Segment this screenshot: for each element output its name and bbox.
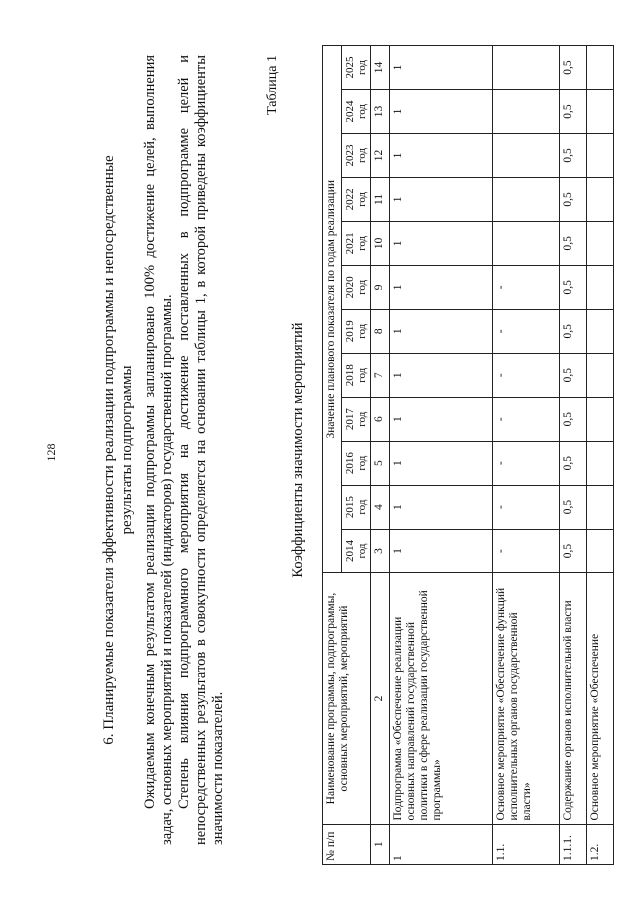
column-index: 9 xyxy=(371,265,390,309)
row-value xyxy=(587,177,614,221)
row-value xyxy=(493,90,560,134)
row-value: 1 xyxy=(390,397,493,441)
row-value: 0,5 xyxy=(560,177,587,221)
column-index: 10 xyxy=(371,221,390,265)
row-value xyxy=(587,265,614,309)
row-name: Содержание органов исполнительной власти xyxy=(560,573,587,824)
row-value xyxy=(493,46,560,90)
column-index: 5 xyxy=(371,441,390,485)
column-index: 12 xyxy=(371,133,390,177)
row-value xyxy=(493,177,560,221)
row-value xyxy=(587,485,614,529)
significance-coefficients-table xyxy=(322,45,614,865)
row-name: Подпрограмма «Обеспечение реализации основных направлений государственной политики в сфере реализации государственной программы» xyxy=(390,573,493,824)
row-value xyxy=(587,309,614,353)
table-caption: Коэффициенты значимости мероприятий xyxy=(290,322,306,578)
row-value: - xyxy=(493,265,560,309)
column-index: 14 xyxy=(371,46,390,90)
row-value: 0,5 xyxy=(560,265,587,309)
row-value xyxy=(587,46,614,90)
row-value: 1 xyxy=(390,309,493,353)
column-index: 11 xyxy=(371,177,390,221)
row-value xyxy=(587,133,614,177)
paragraph-1-text: Ожидаемым конечным результатом реализации подпрограммы запланировано 100% достижение целей, выполнения задач, основных мероприятий и показателей (индикаторов) государственной программы. xyxy=(142,55,175,845)
row-value: - xyxy=(493,441,560,485)
header-year: 2023 год xyxy=(342,133,371,177)
row-value: 1 xyxy=(390,90,493,134)
column-index: 3 xyxy=(371,529,390,573)
row-value: 1 xyxy=(390,353,493,397)
row-name: Основное мероприятие «Обеспечение функций исполнительных органов государственной власти» xyxy=(493,573,560,824)
header-year: 2017 год xyxy=(342,397,371,441)
row-value xyxy=(587,353,614,397)
column-index: 8 xyxy=(371,309,390,353)
row-value: - xyxy=(493,529,560,573)
header-years-group: Значение планового показателя по годам реализации xyxy=(323,46,342,574)
paragraph-expected-results xyxy=(142,55,176,845)
section-title xyxy=(100,55,136,845)
column-index: 6 xyxy=(371,397,390,441)
header-year: 2016 год xyxy=(342,441,371,485)
row-value xyxy=(587,441,614,485)
header-year: 2024 год xyxy=(342,90,371,134)
row-value xyxy=(587,529,614,573)
row-value: 1 xyxy=(390,441,493,485)
row-value: 1 xyxy=(390,265,493,309)
row-name: Основное мероприятие «Обеспечение xyxy=(587,573,614,824)
table-row xyxy=(493,46,560,865)
row-value xyxy=(493,221,560,265)
row-value: 0,5 xyxy=(560,46,587,90)
header-year: 2020 год xyxy=(342,265,371,309)
row-value: - xyxy=(493,353,560,397)
paragraph-influence-degree xyxy=(176,55,227,845)
row-value xyxy=(587,221,614,265)
section-title-line-1: 6. Планируемые показатели эффективности реализации подпрограммы и непосредственные xyxy=(101,155,117,745)
row-value xyxy=(587,90,614,134)
column-index: 7 xyxy=(371,353,390,397)
header-year: 2025 год xyxy=(342,46,371,90)
row-value: 0,5 xyxy=(560,441,587,485)
row-value: 0,5 xyxy=(560,133,587,177)
row-value: 1 xyxy=(390,221,493,265)
header-year: 2018 год xyxy=(342,353,371,397)
row-value: 0,5 xyxy=(560,353,587,397)
header-year: 2022 год xyxy=(342,177,371,221)
row-value: 1 xyxy=(390,529,493,573)
column-index: 2 xyxy=(371,573,390,824)
row-value: 1 xyxy=(390,133,493,177)
header-year: 2021 год xyxy=(342,221,371,265)
column-index-row xyxy=(371,46,390,865)
row-value: 1 xyxy=(390,485,493,529)
row-num: 1 xyxy=(390,824,493,864)
row-num: 1.1.1. xyxy=(560,824,587,864)
header-name: Наименование программы, подпрограммы, основных мероприятий, мероприятий xyxy=(323,573,371,824)
row-value: 0,5 xyxy=(560,397,587,441)
header-year: 2019 год xyxy=(342,309,371,353)
header-year: 2015 год xyxy=(342,485,371,529)
table-row xyxy=(390,46,493,865)
header-num: № п/п xyxy=(323,824,371,864)
row-value: 0,5 xyxy=(560,90,587,134)
row-value: 0,5 xyxy=(560,309,587,353)
section-title-line-2: результаты подпрограммы xyxy=(119,365,135,535)
column-index: 4 xyxy=(371,485,390,529)
row-value: - xyxy=(493,309,560,353)
row-value: 1 xyxy=(390,177,493,221)
paragraph-2-text: Степень влияния подпрограммного мероприятия на достижение поставленных в подпрограмме целей и непосредственных результатов в совокупности определяется на основании таблицы 1, в которой приведены коэффициенты значимости показателей. xyxy=(176,55,226,845)
row-value: 0,5 xyxy=(560,529,587,573)
row-value xyxy=(587,397,614,441)
row-value xyxy=(493,133,560,177)
table-row xyxy=(587,46,614,865)
row-num: 1.2. xyxy=(587,824,614,864)
column-index: 13 xyxy=(371,90,390,134)
row-value: - xyxy=(493,397,560,441)
page-number: 128 xyxy=(44,443,58,462)
table-row xyxy=(560,46,587,865)
row-value: 1 xyxy=(390,46,493,90)
row-value: 0,5 xyxy=(560,485,587,529)
row-value: - xyxy=(493,485,560,529)
header-year: 2014 год xyxy=(342,529,371,573)
row-num: 1.1. xyxy=(493,824,560,864)
column-index: 1 xyxy=(371,824,390,864)
table-label: Таблица 1 xyxy=(265,55,280,115)
row-value: 0,5 xyxy=(560,221,587,265)
